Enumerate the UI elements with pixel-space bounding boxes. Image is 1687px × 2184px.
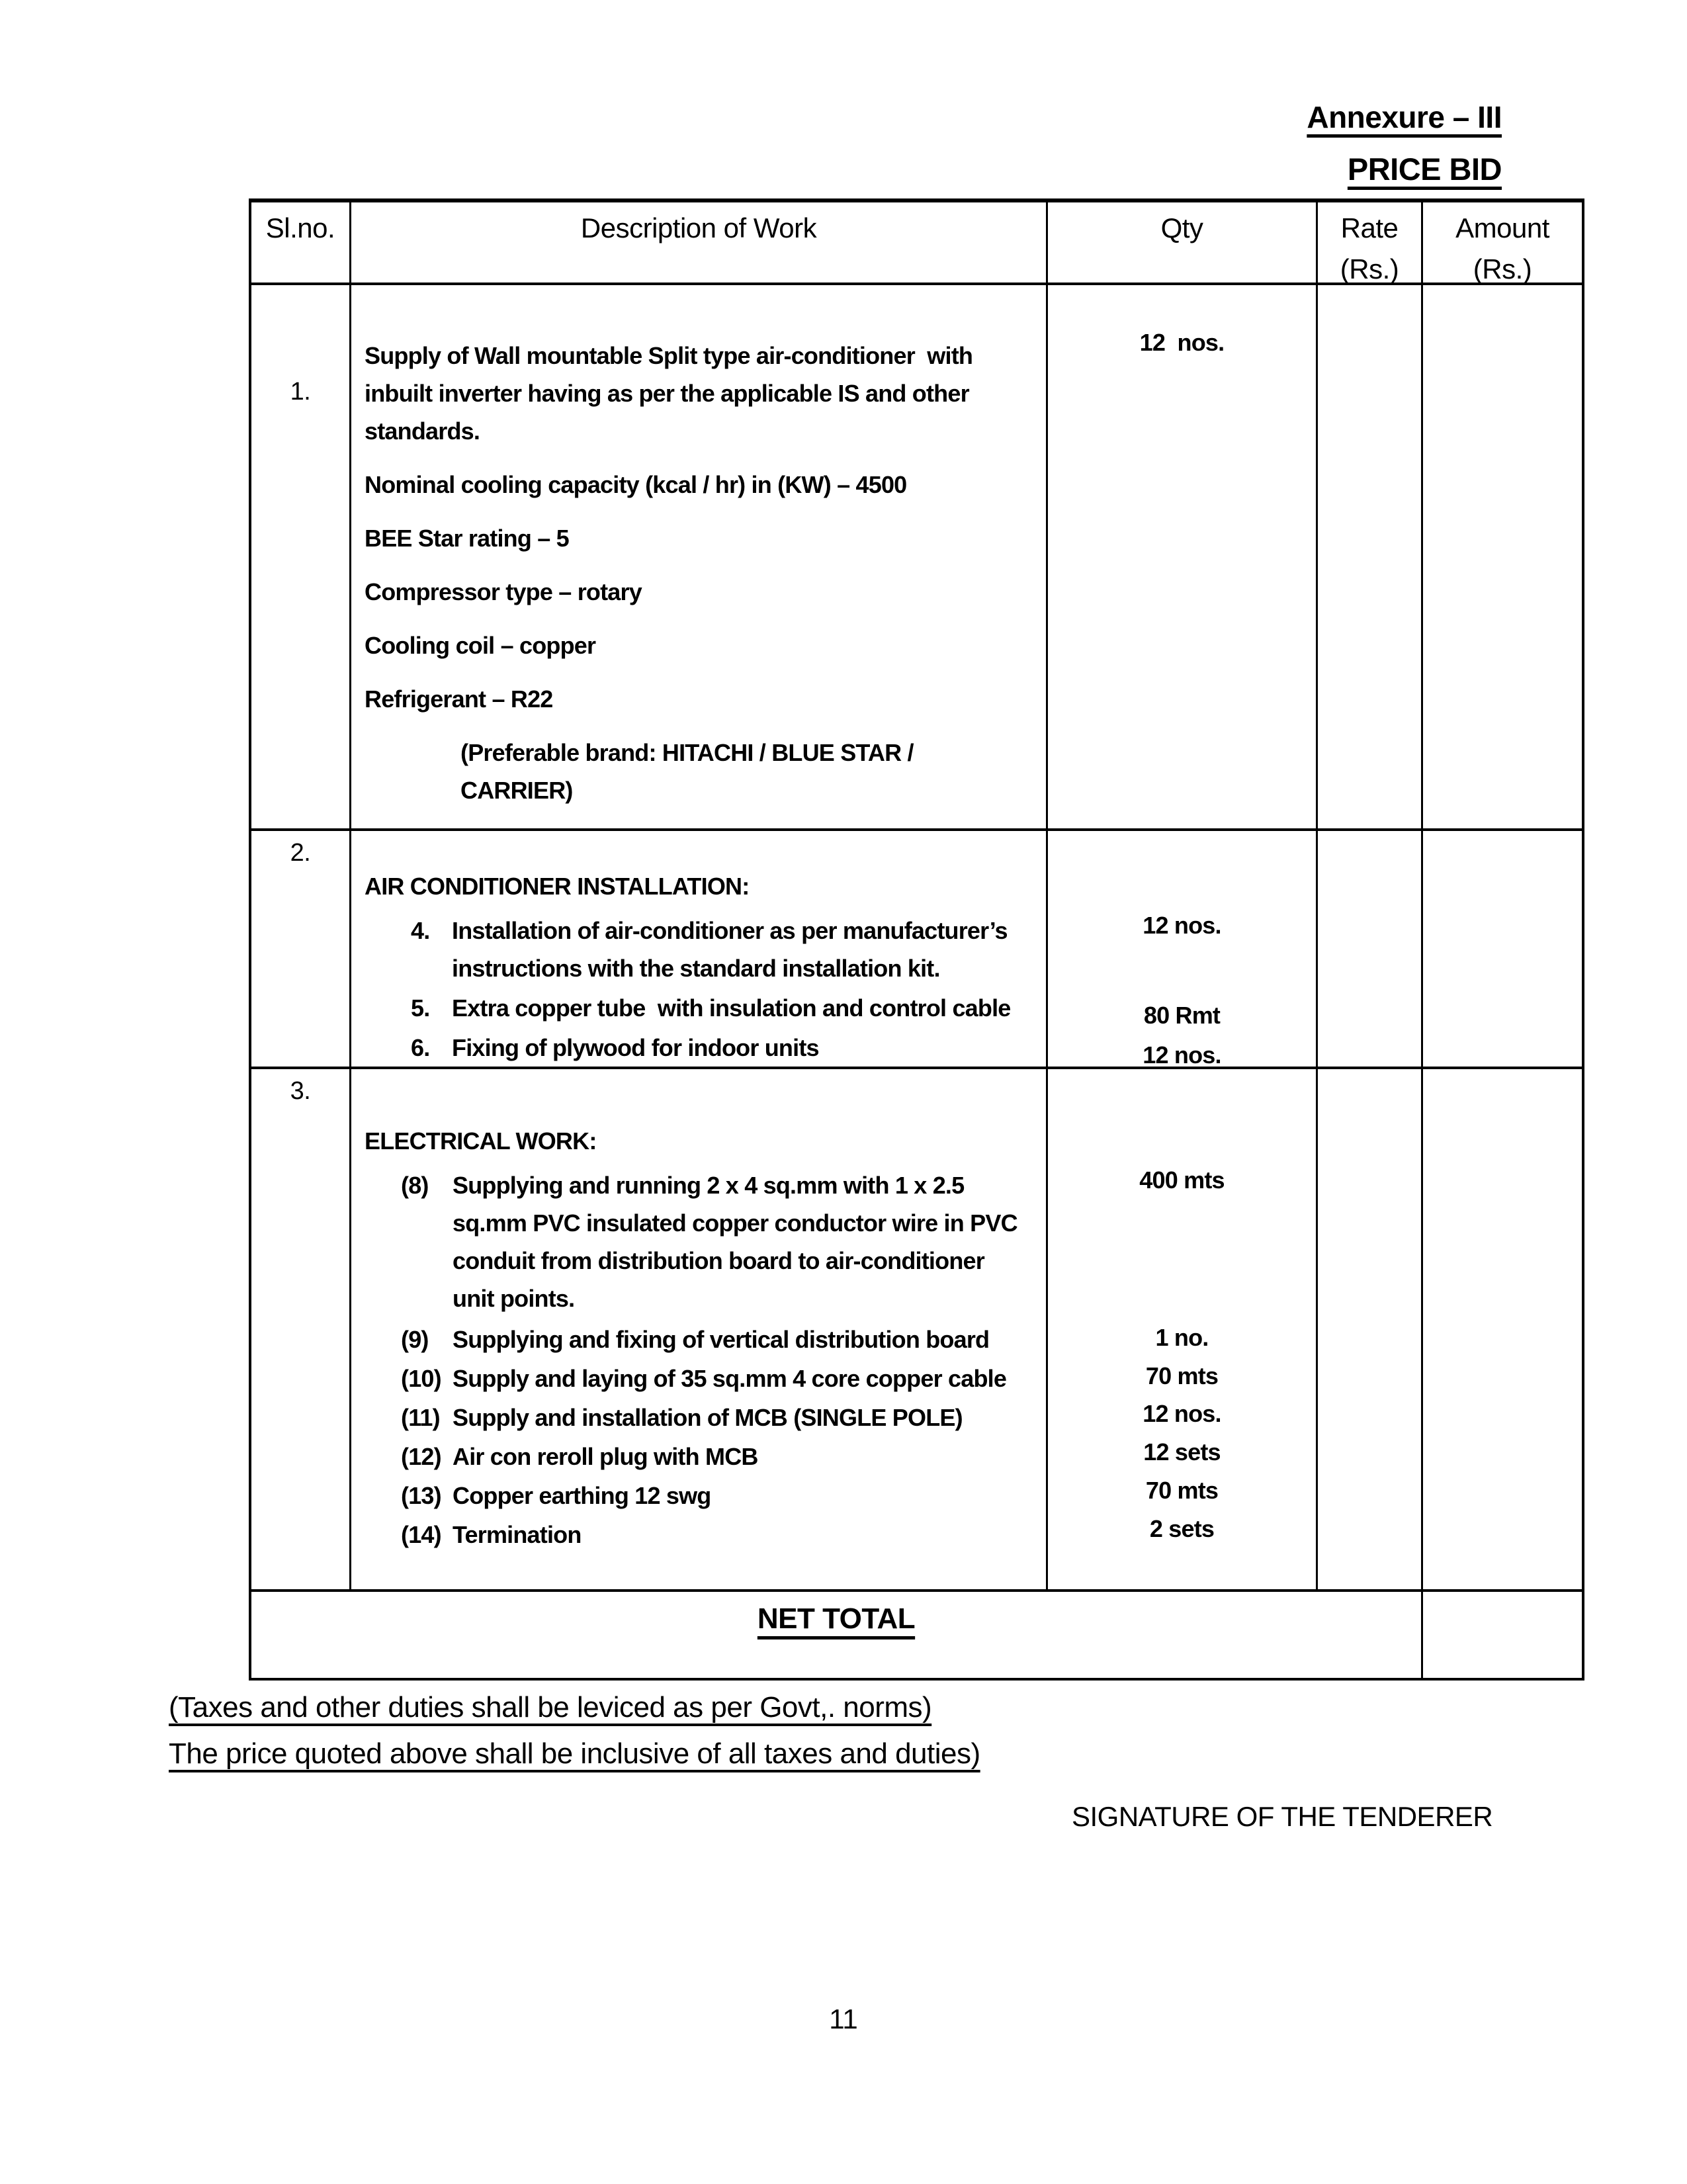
item-number: (10) bbox=[401, 1365, 441, 1392]
col-header-amount-line2: (Rs.) bbox=[1473, 253, 1532, 284]
work-item bbox=[365, 1516, 1026, 1553]
net-total-label: NET TOTAL bbox=[757, 1602, 916, 1635]
rate-cell-1 bbox=[1318, 285, 1423, 831]
spec-line: standards. bbox=[365, 417, 480, 445]
amount-cell-2 bbox=[1423, 831, 1582, 1069]
qty-cell-2 bbox=[1048, 831, 1318, 1069]
col-header-amount-line1: Amount bbox=[1455, 212, 1549, 243]
spec-line: Supply of Wall mountable Split type air-conditioner with bbox=[365, 342, 973, 369]
col-header-rate bbox=[1318, 202, 1423, 285]
work-item bbox=[365, 1029, 1026, 1067]
signature-label: SIGNATURE OF THE TENDERER bbox=[1072, 1801, 1493, 1832]
description-cell-1 bbox=[351, 285, 1048, 831]
spec-paragraph: Refrigerant – R22 bbox=[365, 685, 553, 713]
qty-value: 1 no. bbox=[1155, 1324, 1209, 1351]
item-line: Supplying and running 2 x 4 sq.mm with 1 x 2.5 bbox=[453, 1172, 965, 1199]
qty-value: 400 mts bbox=[1139, 1166, 1225, 1194]
item-line: Extra copper tube with insulation and control cable bbox=[452, 994, 1011, 1022]
qty-value: 12 nos. bbox=[1139, 329, 1225, 356]
item-line: Air con reroll plug with MCB bbox=[453, 1443, 758, 1470]
slno-cell-2: 2. bbox=[251, 831, 351, 1069]
item-line: instructions with the standard installation kit. bbox=[452, 955, 940, 982]
col-header-rate-line1: Rate bbox=[1340, 212, 1399, 243]
item-text bbox=[453, 1399, 1026, 1436]
item-number: (12) bbox=[401, 1443, 441, 1470]
brand-note-line: (Preferable brand: HITACHI / BLUE STAR / bbox=[460, 739, 914, 766]
qty-value: 2 sets bbox=[1149, 1515, 1215, 1542]
description-cell-3 bbox=[351, 1069, 1048, 1592]
spec-paragraph: BEE Star rating – 5 bbox=[365, 525, 569, 552]
work-item bbox=[365, 1477, 1026, 1514]
item-line: Fixing of plywood for indoor units bbox=[452, 1034, 819, 1061]
slno-cell-1: 1. bbox=[251, 285, 351, 831]
item-number: (11) bbox=[401, 1404, 440, 1431]
spec-paragraph: Nominal cooling capacity (kcal / hr) in (KW) – 4500 bbox=[365, 471, 907, 498]
col-header-qty: Qty bbox=[1048, 202, 1318, 285]
spec-paragraph: Compressor type – rotary bbox=[365, 578, 642, 605]
item-text bbox=[453, 1321, 1026, 1358]
qty-value: 70 mts bbox=[1145, 1477, 1219, 1504]
work-item bbox=[365, 989, 1026, 1027]
item-number: 4. bbox=[411, 917, 430, 944]
qty-value: 70 mts bbox=[1145, 1362, 1219, 1389]
qty-cell-1 bbox=[1048, 285, 1318, 831]
net-total-amount-cell bbox=[1423, 1592, 1582, 1678]
item-number: (9) bbox=[401, 1326, 429, 1353]
item-text bbox=[452, 1029, 1026, 1067]
item-number: 6. bbox=[411, 1034, 430, 1061]
page-number: 11 bbox=[829, 2003, 858, 2034]
col-header-amount bbox=[1423, 202, 1582, 285]
item-line: Supply and installation of MCB (SINGLE POLE) bbox=[453, 1404, 963, 1431]
tax-note-2: The price quoted above shall be inclusive of all taxes and duties) bbox=[169, 1737, 980, 1770]
annexure-heading: Annexure – III bbox=[1307, 100, 1502, 134]
work-item bbox=[365, 1321, 1026, 1358]
item-line: sq.mm PVC insulated copper conductor wire in PVC bbox=[453, 1209, 1017, 1237]
item-line: Termination bbox=[453, 1521, 582, 1548]
qty-cell-3 bbox=[1048, 1069, 1318, 1592]
work-item bbox=[365, 1360, 1026, 1397]
spec-paragraph bbox=[365, 337, 1026, 450]
item-line: Supply and laying of 35 sq.mm 4 core copper cable bbox=[453, 1365, 1007, 1392]
item-text bbox=[453, 1438, 1026, 1475]
spec-line: inbuilt inverter having as per the applicable IS and other bbox=[365, 380, 969, 407]
brand-note bbox=[460, 734, 1026, 809]
price-bid-heading: PRICE BID bbox=[1347, 152, 1502, 187]
item-text bbox=[452, 989, 1026, 1027]
qty-value: 12 sets bbox=[1143, 1438, 1221, 1465]
item-text bbox=[452, 912, 1026, 987]
col-header-description: Description of Work bbox=[351, 202, 1048, 285]
description-cell-2 bbox=[351, 831, 1048, 1069]
item-line: Copper earthing 12 swg bbox=[453, 1482, 711, 1509]
amount-cell-3 bbox=[1423, 1069, 1582, 1592]
item-number: (14) bbox=[401, 1521, 441, 1548]
rate-cell-3 bbox=[1318, 1069, 1423, 1592]
item-text bbox=[453, 1477, 1026, 1514]
item-number: (13) bbox=[401, 1482, 441, 1509]
brand-note-line: CARRIER) bbox=[460, 777, 573, 804]
item-text bbox=[453, 1516, 1026, 1553]
col-header-slno: Sl.no. bbox=[251, 202, 351, 285]
item-line: Installation of air-conditioner as per manufacturer’s bbox=[452, 917, 1008, 944]
work-item bbox=[365, 1438, 1026, 1475]
section-heading: ELECTRICAL WORK: bbox=[365, 1127, 597, 1155]
work-item bbox=[365, 1166, 1026, 1317]
amount-cell-1 bbox=[1423, 285, 1582, 831]
slno-cell-3: 3. bbox=[251, 1069, 351, 1592]
price-bid-table bbox=[249, 198, 1584, 1681]
col-header-rate-line2: (Rs.) bbox=[1340, 253, 1399, 284]
qty-value: 12 nos. bbox=[1143, 912, 1221, 939]
net-total-row bbox=[251, 1592, 1423, 1678]
item-text bbox=[453, 1360, 1026, 1397]
item-text bbox=[453, 1166, 1026, 1317]
work-item bbox=[365, 1399, 1026, 1436]
tax-note-1: (Taxes and other duties shall be leviced as per Govt,. norms) bbox=[169, 1691, 932, 1724]
section-heading: AIR CONDITIONER INSTALLATION: bbox=[365, 873, 750, 900]
qty-value: 80 Rmt bbox=[1143, 1002, 1221, 1029]
item-number: 5. bbox=[411, 994, 430, 1022]
item-line: Supplying and fixing of vertical distribution board bbox=[453, 1326, 990, 1353]
item-line: conduit from distribution board to air-conditioner bbox=[453, 1247, 984, 1274]
rate-cell-2 bbox=[1318, 831, 1423, 1069]
work-item bbox=[365, 912, 1026, 987]
item-line: unit points. bbox=[453, 1285, 575, 1312]
qty-value: 12 nos. bbox=[1143, 1400, 1221, 1427]
spec-paragraph: Cooling coil – copper bbox=[365, 632, 596, 659]
item-number: (8) bbox=[401, 1172, 429, 1199]
qty-value: 12 nos. bbox=[1143, 1041, 1221, 1069]
